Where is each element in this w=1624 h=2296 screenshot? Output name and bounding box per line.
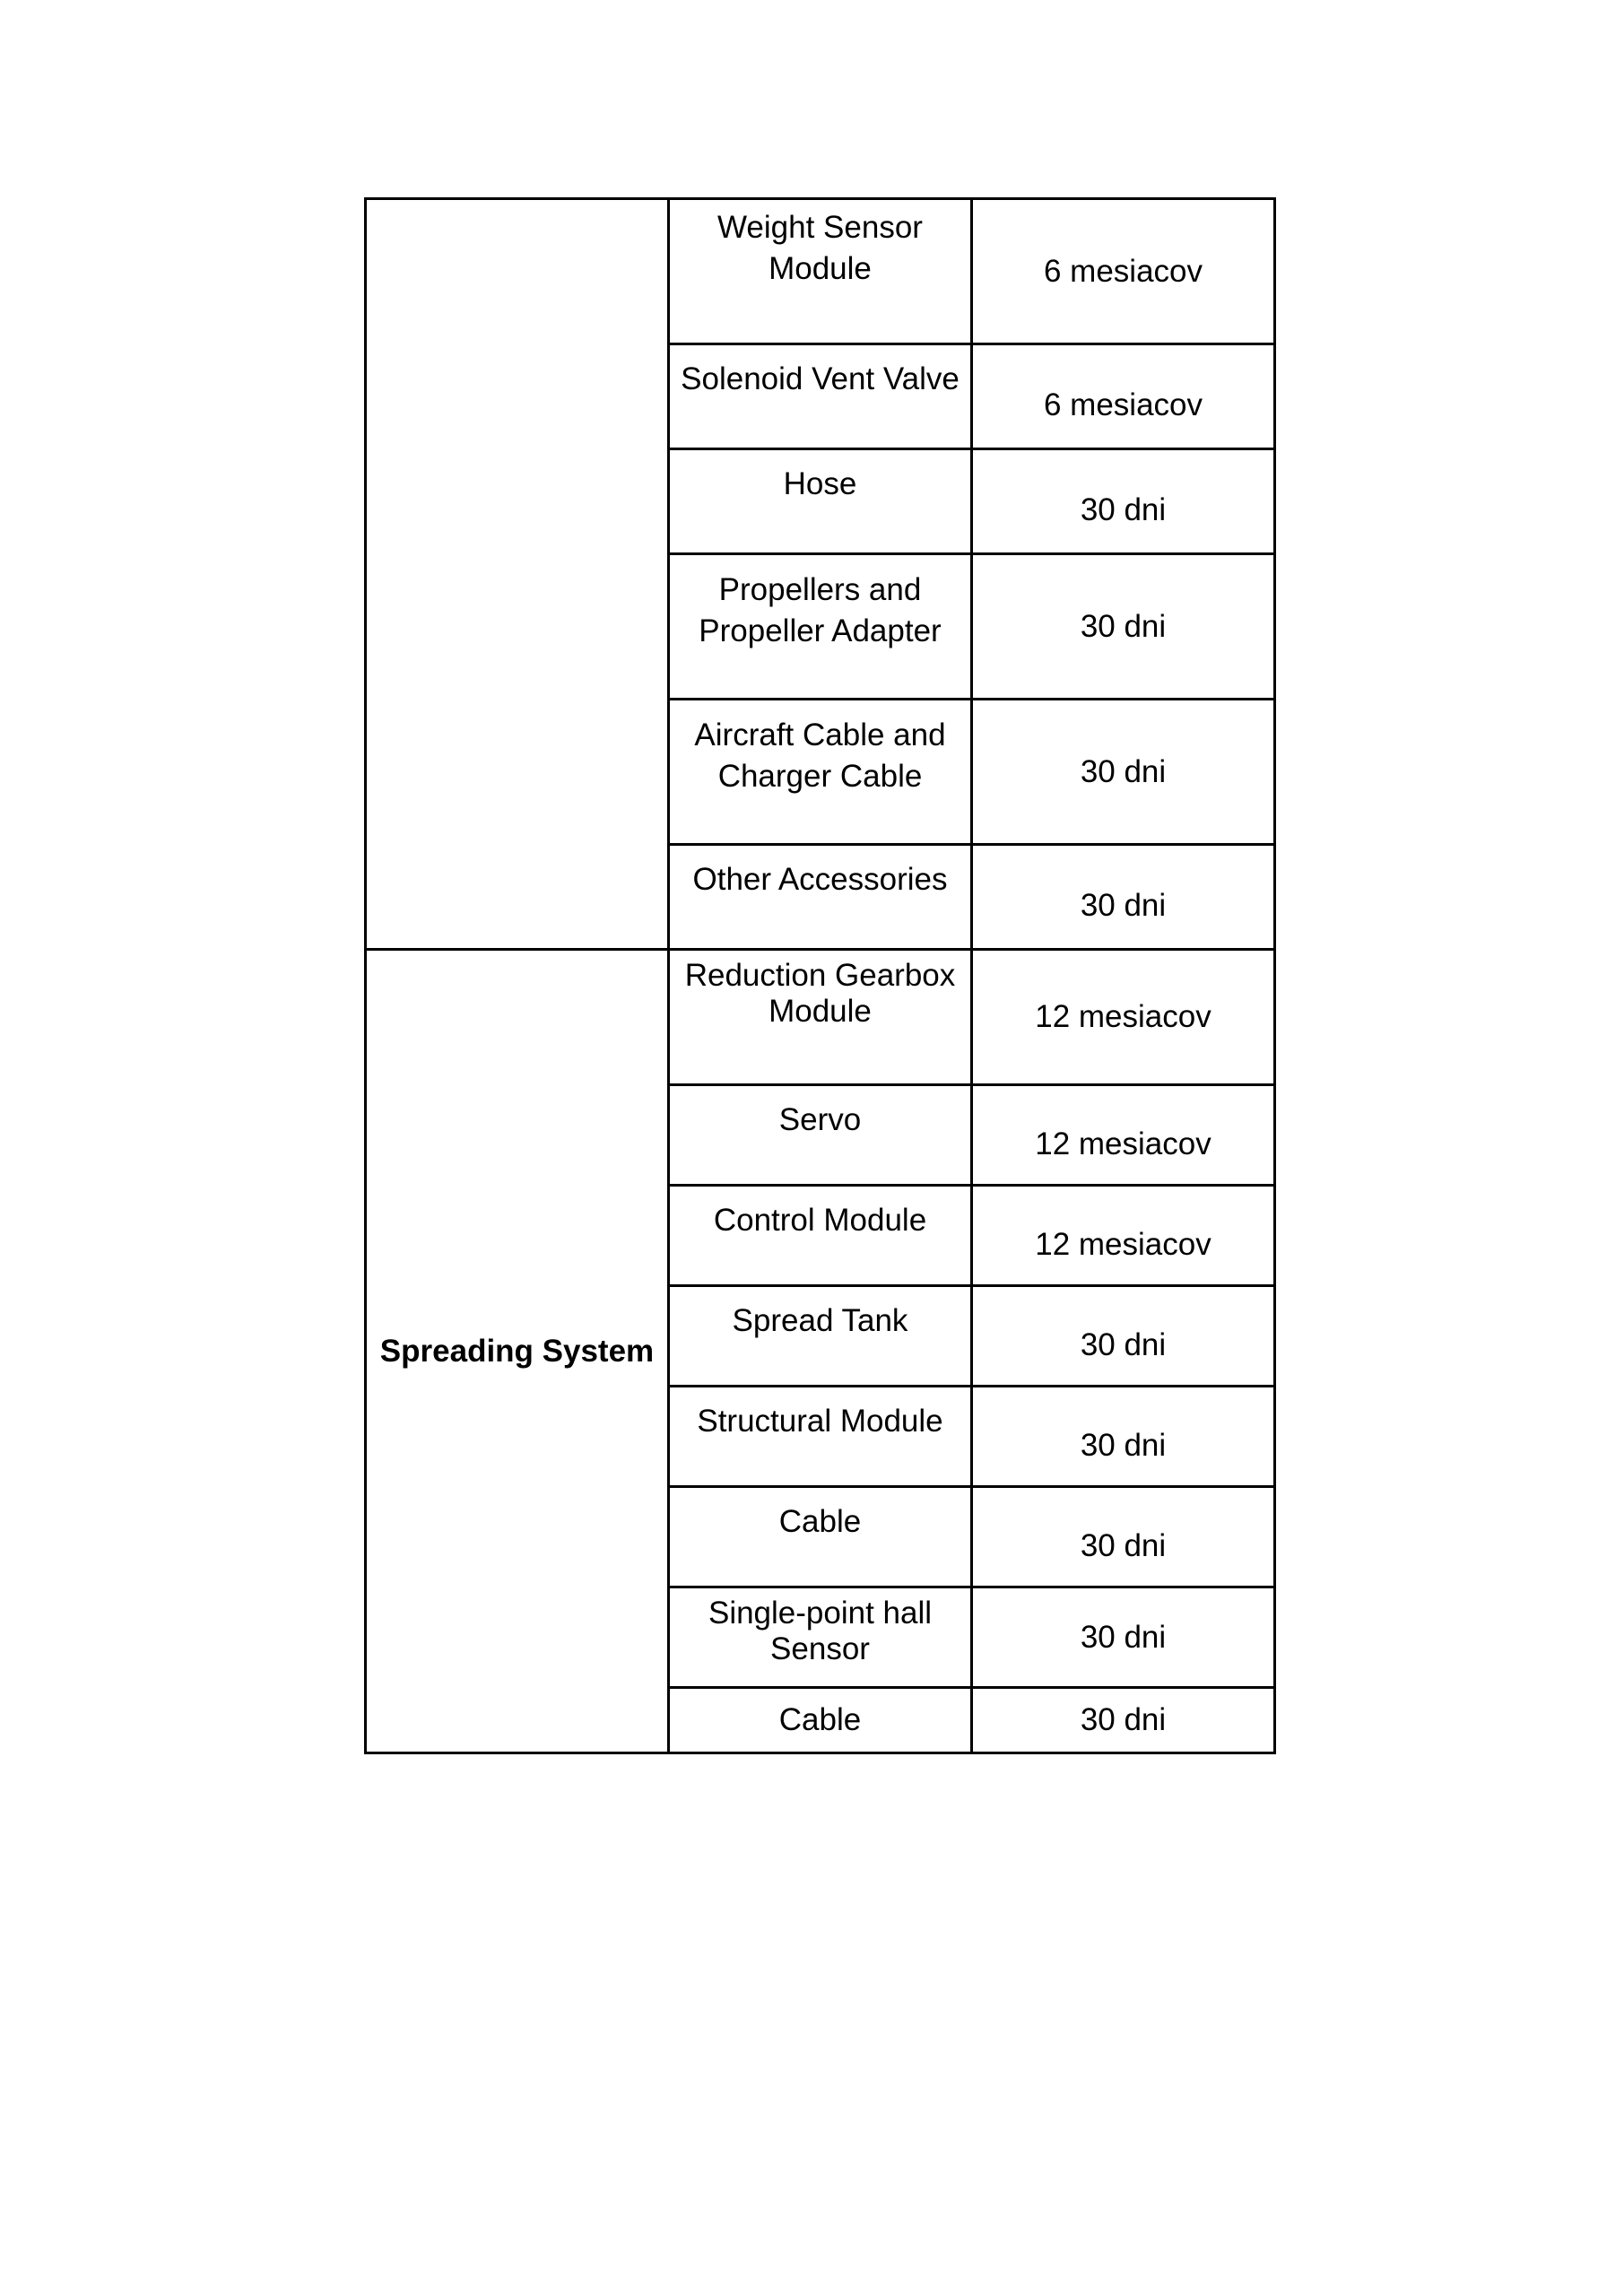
period-value: 12 mesiacov: [1035, 1226, 1211, 1262]
component-label: Cable: [778, 1504, 862, 1539]
component-cell: [669, 1085, 972, 1186]
period-value: 30 dni: [1080, 1326, 1167, 1362]
component-label: Cable: [778, 1702, 862, 1737]
period-cell: [972, 1085, 1275, 1186]
component-label: Aircraft Cable and Charger Cable: [694, 718, 946, 794]
period-value: 30 dni: [1080, 492, 1167, 527]
period-cell: [972, 1286, 1275, 1387]
period-cell: [972, 845, 1275, 950]
component-cell: [669, 554, 972, 700]
component-cell: [669, 1487, 972, 1587]
period-value: 30 dni: [1080, 753, 1167, 789]
component-cell: [669, 845, 972, 950]
period-cell: [972, 1487, 1275, 1587]
component-label: Solenoid Vent Valve: [681, 361, 960, 396]
period-value: 30 dni: [1080, 1427, 1167, 1463]
component-label: Propellers and Propeller Adapter: [699, 572, 942, 648]
period-value: 12 mesiacov: [1035, 999, 1211, 1034]
component-cell: [669, 1688, 972, 1753]
period-cell: [972, 344, 1275, 449]
period-value: 30 dni: [1080, 1619, 1167, 1655]
period-cell: [972, 700, 1275, 845]
component-cell: [669, 1587, 972, 1688]
component-label: Single-point hall Sensor: [708, 1596, 933, 1666]
component-label: Servo: [778, 1102, 862, 1137]
period-value: 30 dni: [1080, 1702, 1167, 1737]
component-cell: [669, 1186, 972, 1286]
component-cell: [669, 700, 972, 845]
warranty-table: [364, 197, 1276, 1754]
component-label: Reduction Gearbox Module: [684, 958, 956, 1029]
period-cell: [972, 1688, 1275, 1753]
period-value: 30 dni: [1080, 1527, 1167, 1563]
component-label: Spread Tank: [732, 1303, 908, 1338]
component-label: Hose: [783, 466, 857, 501]
period-value: 30 dni: [1080, 888, 1167, 923]
group-label: Spreading System: [379, 1333, 655, 1369]
period-value: 6 mesiacov: [1043, 387, 1203, 422]
period-cell: [972, 1186, 1275, 1286]
group-cell: [366, 950, 669, 1753]
period-value: 12 mesiacov: [1035, 1126, 1211, 1161]
group-cell: [366, 199, 669, 950]
period-cell: [972, 1387, 1275, 1487]
period-value: 6 mesiacov: [1043, 253, 1203, 289]
component-label: Other Accessories: [692, 862, 948, 897]
component-cell: [669, 344, 972, 449]
period-cell: [972, 950, 1275, 1085]
period-value: 30 dni: [1080, 608, 1167, 644]
period-cell: [972, 199, 1275, 344]
table-row: [366, 950, 1275, 1085]
table-row: [366, 199, 1275, 344]
component-label: Structural Module: [697, 1404, 943, 1439]
component-label: Control Module: [713, 1203, 927, 1238]
component-cell: [669, 449, 972, 554]
period-cell: [972, 1587, 1275, 1688]
component-cell: [669, 1387, 972, 1487]
component-cell: [669, 199, 972, 344]
component-cell: [669, 1286, 972, 1387]
component-label: Weight Sensor Module: [717, 210, 923, 286]
component-cell: [669, 950, 972, 1085]
period-cell: [972, 449, 1275, 554]
period-cell: [972, 554, 1275, 700]
